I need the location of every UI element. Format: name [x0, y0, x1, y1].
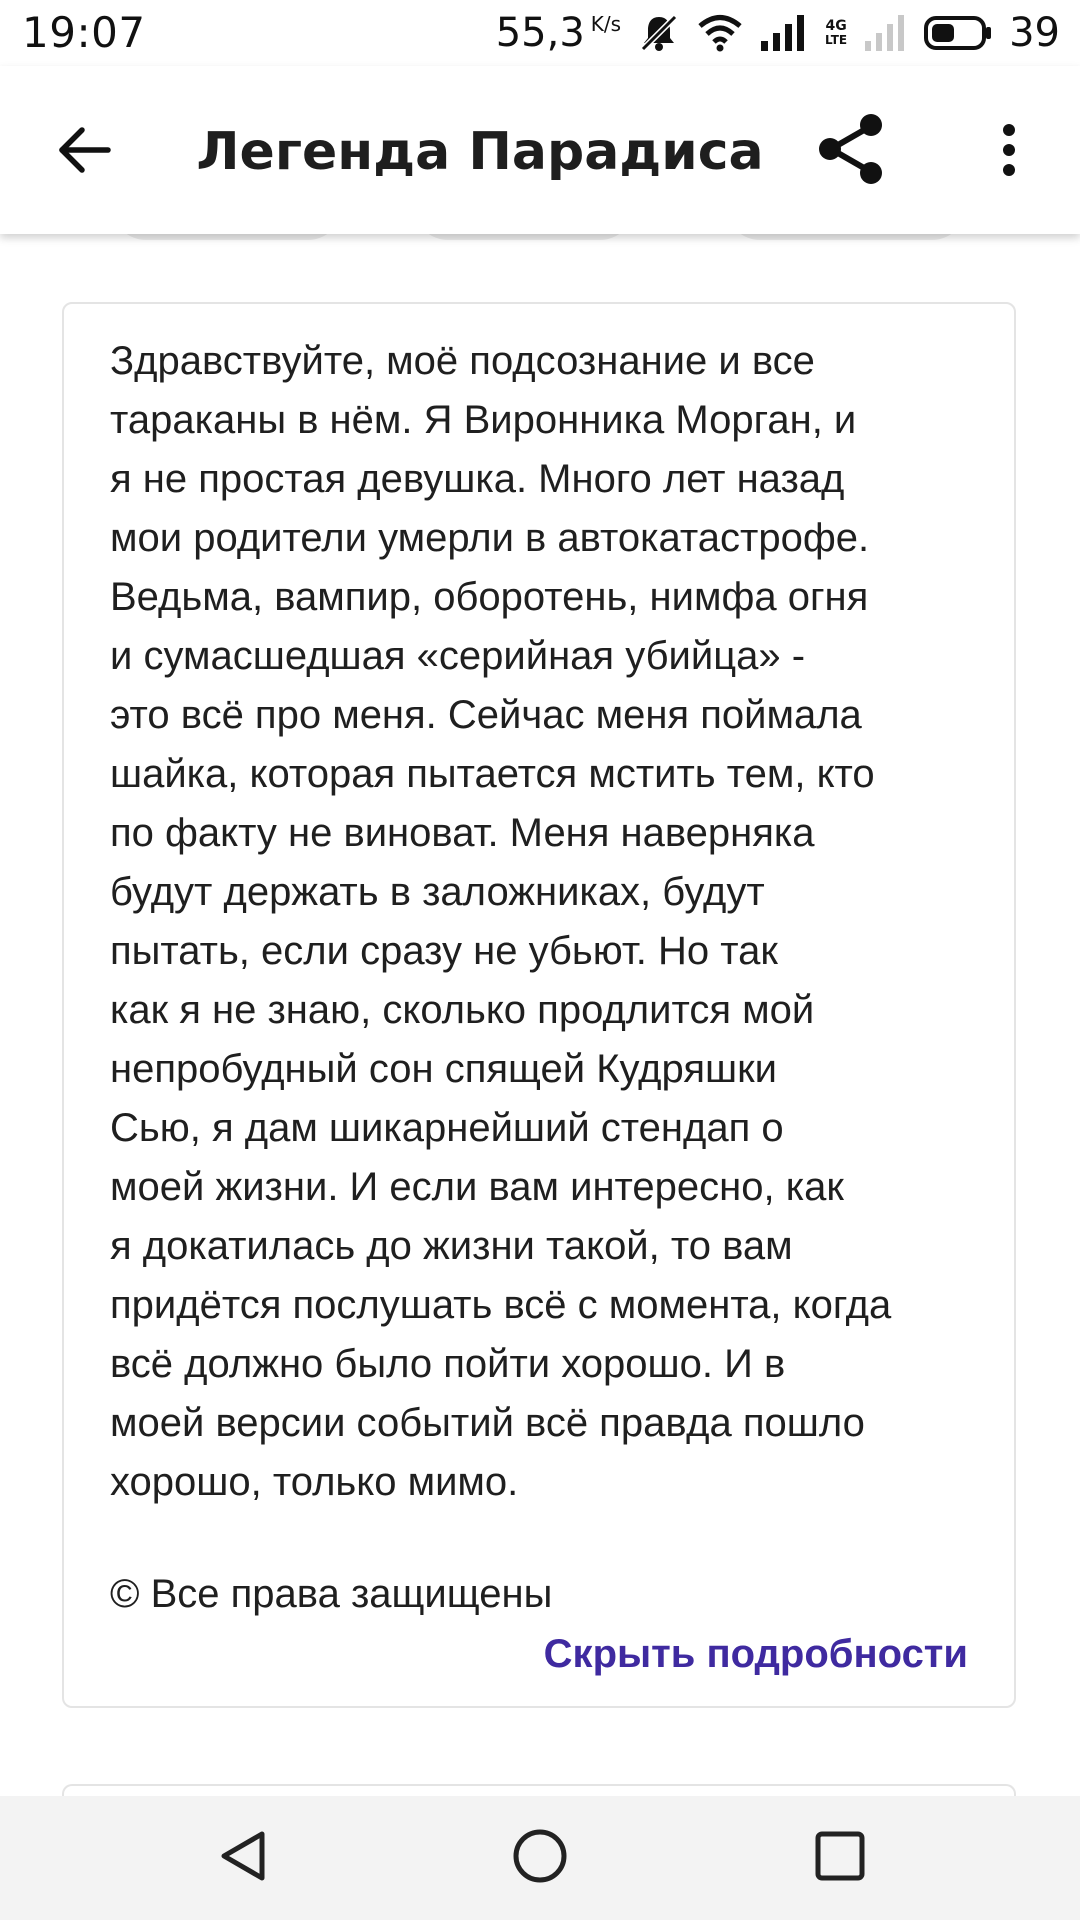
description-card	[62, 302, 1016, 1708]
signal-icon	[759, 13, 809, 53]
nav-back-icon	[212, 1826, 272, 1890]
back-arrow-icon	[56, 125, 112, 179]
signal-weak-icon	[863, 13, 907, 53]
nav-home-icon	[510, 1826, 570, 1890]
page-title: Легенда Парадиса	[196, 122, 764, 182]
status-icons	[496, 6, 1060, 60]
mute-icon	[637, 11, 681, 55]
app-bar	[0, 66, 1080, 234]
net-speed	[496, 10, 621, 56]
more-button[interactable]	[976, 116, 1042, 188]
nav-recents-button[interactable]	[800, 1818, 880, 1898]
network-sub-label: LTE	[825, 33, 848, 47]
battery-icon	[923, 14, 993, 52]
nav-back-button[interactable]	[202, 1818, 282, 1898]
share-icon	[813, 111, 889, 191]
network-type-label: 4G	[825, 18, 847, 34]
wifi-icon	[697, 13, 743, 53]
net-speed-value: 55,3	[495, 10, 585, 56]
hide-details-link[interactable]: Скрыть подробности	[543, 1632, 968, 1676]
net-speed-unit: K/s	[590, 12, 622, 36]
description-text: Здравствуйте, моё подсознание и все тараканы в нём. Я Виронника Морган, и я не простая девушка. Много лет назад мои родители умерли в автокатастрофе. Ведьма, вампир, оборотень, нимфа огня и сумасшедшая «серийная убийца» - это всё про меня. Сейчас меня поймала шайка, которая пытается мстить тем, кто по факту не виноват. Меня наверняка будут держать в заложниках, будут пытать, если сразу не убьют. Но так как я не знаю, сколько продлится мой непробудный сон спящей Кудряшки Сью, я дам шикарнейший стендап о моей жизни. И если вам интересно, как я докатилась до жизни такой, то вам придётся послушать всё с момента, когда всё должно было пойти хорошо. И в моей версии событий всё правда пошло хорошо, только мимо.	[110, 339, 892, 1504]
back-button[interactable]	[48, 116, 120, 188]
more-vert-icon	[999, 122, 1019, 182]
nav-home-button[interactable]	[500, 1818, 580, 1898]
battery-level: 39	[1009, 10, 1060, 56]
status-time: 19:07	[22, 8, 146, 57]
share-button[interactable]	[806, 106, 896, 196]
copyright-text: © Все права защищены	[110, 1572, 553, 1616]
network-type	[825, 19, 847, 47]
status-bar	[0, 0, 1080, 66]
navigation-bar	[0, 1796, 1080, 1920]
nav-recents-icon	[810, 1826, 870, 1890]
